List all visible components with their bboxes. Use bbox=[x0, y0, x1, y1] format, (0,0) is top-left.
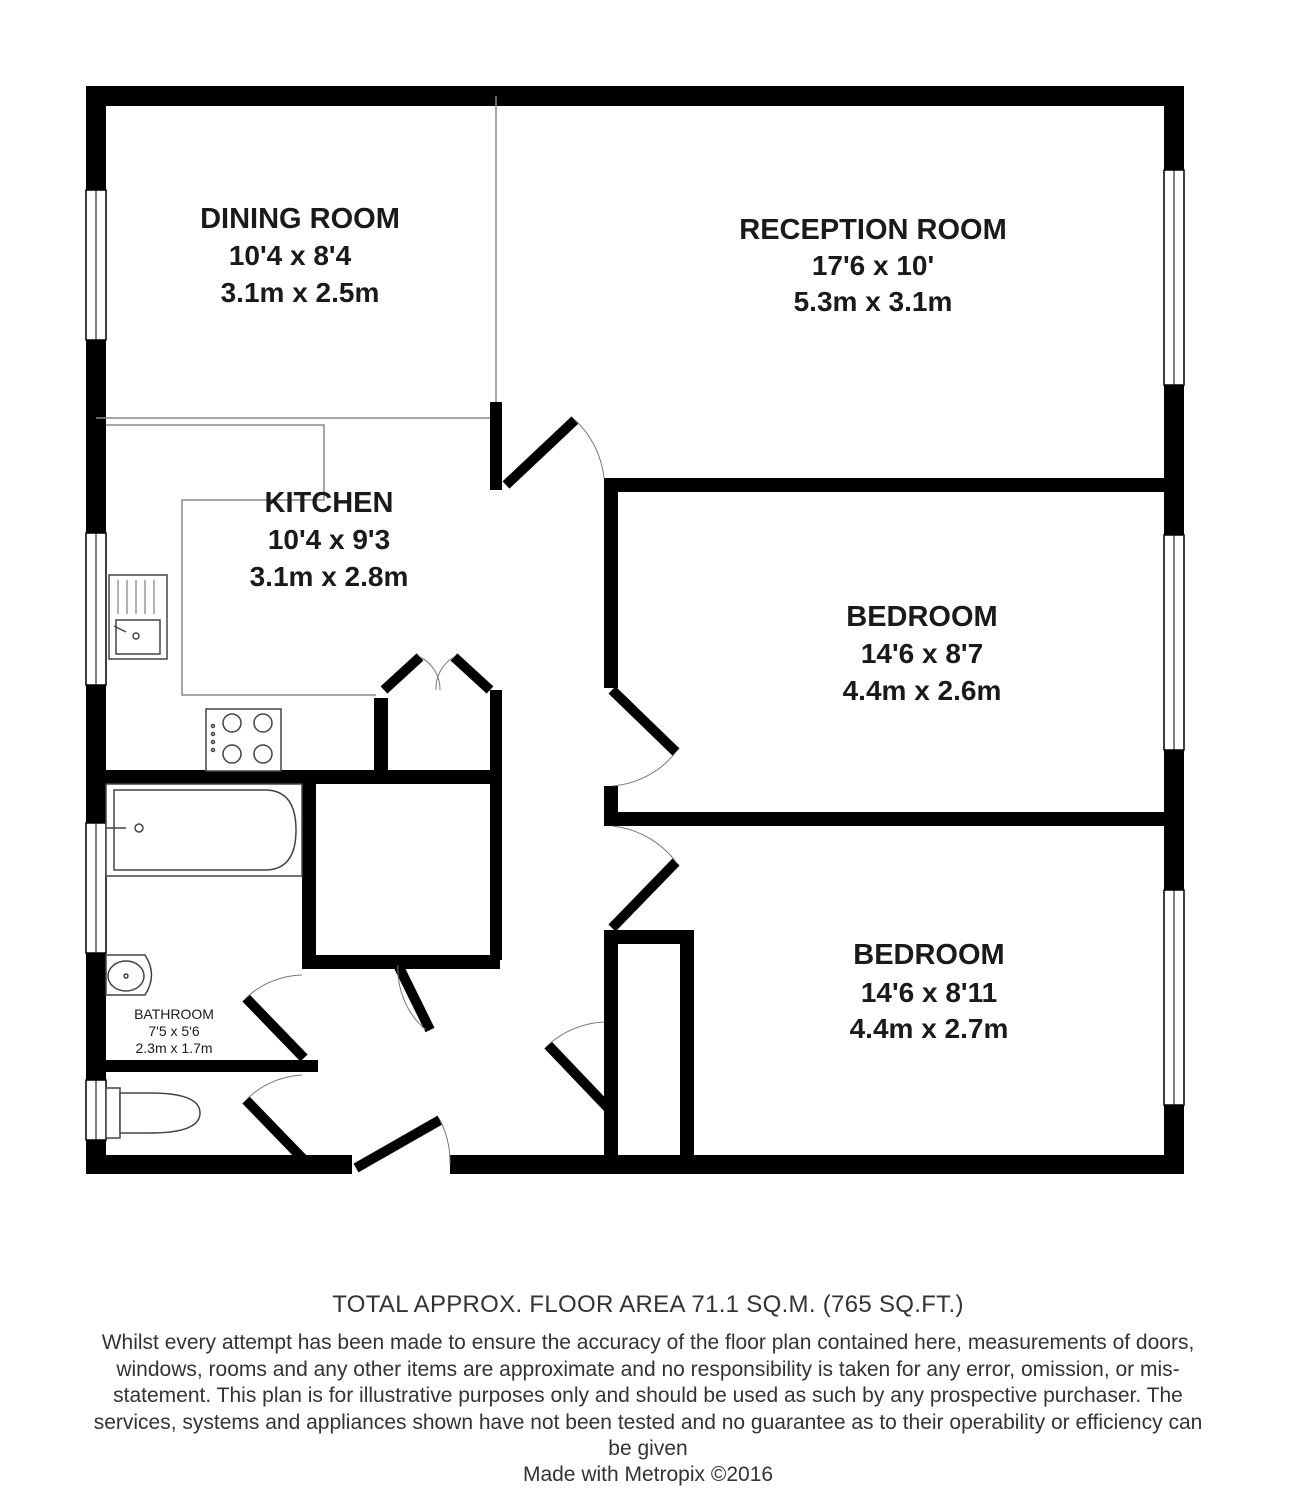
bedroom-2-label bbox=[850, 939, 1009, 1044]
kitchen-label bbox=[250, 487, 409, 592]
dining-room-label bbox=[200, 203, 400, 308]
basin-icon bbox=[106, 955, 152, 995]
bedroom-1-imperial: 14'6 x 8'7 bbox=[860, 638, 984, 669]
reception-room-label bbox=[739, 214, 1006, 317]
toilet-icon bbox=[106, 1088, 200, 1138]
bathroom-name: BATHROOM bbox=[134, 1006, 214, 1022]
bath-icon bbox=[106, 784, 302, 876]
interior-walls bbox=[96, 402, 1184, 1155]
bedroom-2-metric: 4.4m x 2.7m bbox=[849, 1013, 1009, 1044]
bathroom-imperial: 7'5 x 5'6 bbox=[148, 1023, 200, 1039]
dining-room-name: DINING ROOM bbox=[200, 203, 400, 235]
bedroom-2-imperial: 14'6 x 8'11 bbox=[860, 977, 998, 1008]
reception-room-imperial: 17'6 x 10' bbox=[811, 250, 935, 281]
kitchen-name: KITCHEN bbox=[264, 487, 394, 519]
kitchen-metric: 3.1m x 2.8m bbox=[249, 561, 409, 592]
total-floor-area: TOTAL APPROX. FLOOR AREA 71.1 SQ.M. (765 SQ.FT.) bbox=[332, 1291, 964, 1318]
reception-room-metric: 5.3m x 3.1m bbox=[793, 286, 953, 317]
bathroom-label bbox=[134, 1006, 214, 1056]
credit-text: Made with Metropix ©2016 bbox=[522, 1463, 774, 1486]
cooker-icon bbox=[206, 709, 281, 771]
bedroom-1-label bbox=[843, 601, 1002, 706]
kitchen-imperial: 10'4 x 9'3 bbox=[267, 524, 391, 555]
disclaimer-text: Whilst every attempt has been made to ensure the accuracy of the floor plan contained here, measurements of doors, windows, rooms and any other items are approximate and no responsibility is taken for any error, omission, or mis-statement. This plan is for illustrative purposes only and should be used as such by any prospective purchaser. The services, systems and appliances shown have not been tested and no guarantee as to their operability or efficiency can be given bbox=[93, 1331, 1203, 1460]
bedroom-2-name: BEDROOM bbox=[853, 939, 1005, 971]
reception-room-name: RECEPTION ROOM bbox=[739, 214, 1007, 246]
bedroom-1-name: BEDROOM bbox=[846, 601, 998, 633]
dining-room-imperial: 10'4 x 8'4 bbox=[228, 240, 352, 271]
bathroom-metric: 2.3m x 1.7m bbox=[135, 1040, 213, 1056]
bedroom-1-metric: 4.4m x 2.6m bbox=[842, 675, 1002, 706]
dining-room-metric: 3.1m x 2.5m bbox=[220, 277, 380, 308]
